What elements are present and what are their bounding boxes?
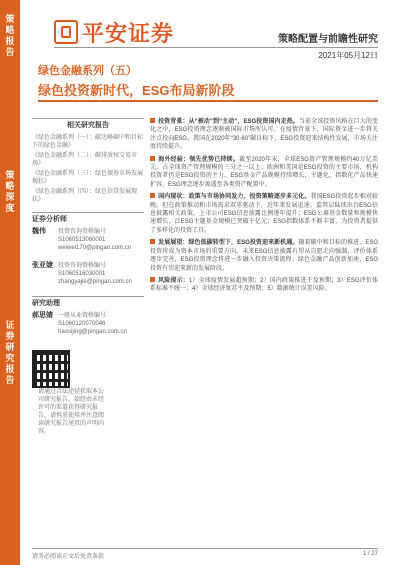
sidebar-tag-char: 告	[5, 47, 15, 57]
qr-block	[32, 346, 144, 436]
sidebar-strip	[0, 0, 20, 565]
page-number: 1 / 27	[362, 551, 378, 557]
assistant-heading: 研究助理	[32, 296, 144, 308]
assistant-entry	[32, 312, 144, 336]
sidebar-tag-char: 度	[5, 203, 15, 213]
sidebar-tag-research	[0, 320, 20, 386]
page-title: 绿色投资新时代，ESG布局新阶段	[38, 83, 235, 98]
footer-divider	[32, 548, 378, 549]
sidebar-tag-char: 略	[5, 25, 15, 35]
left-column	[32, 118, 144, 436]
series-title: 绿色金融系列（五）	[38, 65, 137, 77]
logo-icon	[54, 20, 78, 44]
related-research-item[interactable]: 《绿色金融系列（二）：碳排放权交易市场》	[32, 153, 138, 167]
analyst-entry	[32, 262, 144, 286]
sidebar-tag-report-type	[0, 14, 20, 58]
bullet-square-icon	[150, 239, 155, 244]
analyst-entry	[32, 228, 144, 252]
logo-text: 平安证券	[82, 21, 175, 46]
summary-paragraph: 投资背景：从“被动”到“主动”，ESG投资国内走热。当前全球投资风格在巨大的变化之中，ESG投资理念逐渐被国际市场所认可。在疫情背景下，国际资金进一步将关注点投向ESG。我国在2020年“30·60”碳目标下，ESG投资迎来结构性发展，市场关注度持续提升。	[150, 119, 378, 151]
sidebar-tag-char: 报	[5, 36, 15, 46]
bullet-square-icon	[150, 156, 155, 161]
related-research-list	[32, 134, 144, 204]
bullet-square-icon	[150, 118, 155, 123]
analyst-info: 投资咨询资格编号 S1060516030001 zhangyajie@pingan.com.cn	[58, 263, 132, 285]
sidebar-tag-char: 告	[5, 375, 15, 385]
header-divider	[54, 47, 378, 48]
related-research-item[interactable]: 《绿色金融系列（四）：绿色信贷发展现状》	[32, 189, 138, 203]
related-research-item[interactable]: 《绿色金融系列（三）：绿色债券市场发展现状》	[32, 171, 144, 185]
summary-paragraph: 国内现状：政策与市场协同发力，投资策略逐步多元化。我国ESG投资起步相对较晚，但在政策推动和市场需求双重驱动下，近年来发展迅速。监管层陆续出台ESG信息披露相关政策，上市公司ESG信息披露比例逐年提升；ESG公募基金数量和规模快速增长，泛ESG主题基金规模已突破千亿元；ESG指数体系不断丰富，为投资者提供了多样化的投资工具。	[150, 194, 378, 234]
summary-paragraph: 海外经验：领先优势已持续。截至2020年末，全球ESG资产管理规模约40万亿美元，占全球资产管理规模的三分之一以上；欧洲和美国是ESG投资的主要市场，机构投资者仍是ESG投资的主力，ESG基金产品规模持续增长，主题化、指数化产品快速扩容，ESG理念逐步渗透至各类资产配置中。	[150, 156, 378, 188]
title-divider	[38, 100, 378, 102]
summary-body	[150, 118, 378, 298]
related-research-heading: 相关研究报告	[32, 118, 144, 130]
sidebar-tag-char: 证	[5, 320, 15, 330]
analyst-heading: 证券分析师	[32, 212, 144, 224]
bullet-square-icon	[150, 277, 155, 282]
analyst-info: 投资咨询资格编号 S1060513060001 weiwei170@pingan.com.cn	[58, 229, 132, 251]
footer-disclaimer: 请务必阅读正文后免责条款	[32, 554, 105, 560]
summary-paragraph: 风险提示：1）全球疫情发展超预期；2）国内政策推进不及预期；3）ESG评价体系标准不统一；4）全球经济复苏不及预期；5）数据统计误差风险。	[150, 277, 378, 293]
analyst-name: 张亚婕	[32, 262, 53, 269]
sidebar-tag-char: 研	[5, 342, 15, 352]
sidebar-tag-char: 深	[5, 192, 15, 202]
report-type: 策略配置与前瞻性研究	[278, 34, 378, 45]
assistant-info: 一般从业资格编号 S1060120070046 haosijing@pingan.com.cn	[58, 313, 127, 335]
sidebar-tag-char: 究	[5, 353, 15, 363]
qr-code-icon	[32, 350, 70, 388]
bullet-square-icon	[150, 193, 155, 198]
summary-paragraph: 发展展望：绿色低碳转型下，ESG投资迎来新机遇。随着碳中和目标的推进，ESG投资将成为资本市场的重要方向。未来ESG信息披露有望从自愿走向强制，评价体系逐步完善，ESG投资理念将进一步融入投资决策流程；绿色金融产品创新加速，ESG投资有望迎来新的发展阶段。	[150, 240, 378, 272]
report-date: 2021年05月12日	[318, 51, 378, 60]
sidebar-tag-char: 略	[5, 181, 15, 191]
sidebar-tag-char: 策	[5, 170, 15, 180]
sidebar-tag-char: 策	[5, 14, 15, 24]
sidebar-tag-char: 券	[5, 331, 15, 341]
qr-note: 请通过合法途径获取本公司研究报告，如经由未经许可的渠道获得研究报告，请慎重使用并注意阅读研究报告尾页的声明内容。	[38, 389, 105, 435]
assistant-name: 郝思婧	[32, 312, 53, 319]
analyst-name: 魏伟	[32, 228, 46, 235]
sidebar-tag-depth	[0, 170, 20, 214]
brand-logo	[54, 17, 174, 48]
sidebar-tag-char: 报	[5, 364, 15, 374]
related-research-item[interactable]: 《绿色金融系列（一）：碳达峰碳中和目标下的绿色金融》	[32, 135, 144, 149]
